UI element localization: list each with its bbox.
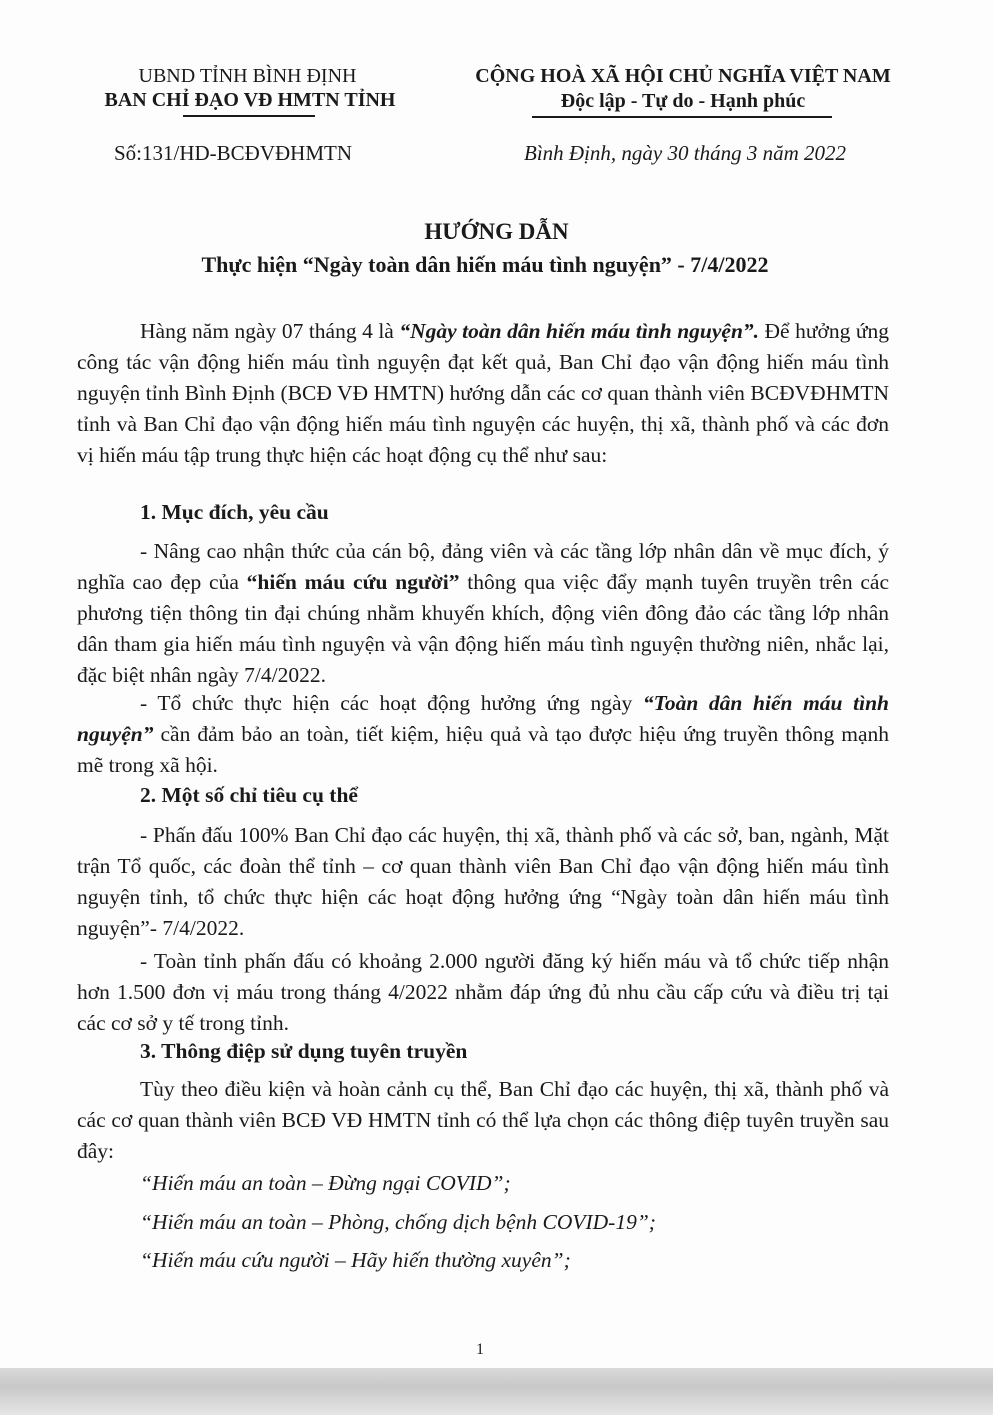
- scan-bottom-shadow: [0, 1368, 993, 1415]
- section-2-paragraph-2: - Toàn tỉnh phấn đấu có khoảng 2.000 người đăng ký hiến máu và tổ chức tiếp nhận hơn 1.500 đơn vị máu trong tháng 4/2022 nhằm đáp ứng đủ nhu cầu cấp cứu và điều trị tại các cơ sở y tế trong tỉnh.: [77, 949, 889, 1035]
- left-header-underline: [183, 115, 315, 117]
- intro-prefix: Hàng năm ngày 07 tháng 4 là: [140, 319, 400, 343]
- agency-name: UBND TỈNH BÌNH ĐỊNH: [138, 65, 357, 87]
- section-1-heading: 1. Mục đích, yêu cầu: [140, 500, 329, 524]
- document-number: Số:131/HD-BCĐVĐHMTN: [114, 141, 353, 165]
- s1p1-rest: thông qua việc đẩy mạnh tuyên truyền trên các phương tiện thông tin đại chúng nhằm khuyến khích, động viên đông đảo các tầng lớp nhân dân tham gia hiến máu tình nguyện và vận động hiến máu tình nguyện thường niên, nhắc lại, đặc biệt nhân ngày 7/4/2022.: [77, 570, 890, 687]
- section-1-paragraph-2: [77, 688, 889, 781]
- intro-emphasis: “Ngày toàn dân hiến máu tình nguyện”.: [399, 319, 760, 343]
- document-title: HƯỚNG DẪN: [424, 219, 569, 244]
- intro-rest: Để hưởng ứng công tác vận động hiến máu tình nguyện đạt kết quả, Ban Chỉ đạo vận động hiến máu tình nguyện tỉnh Bình Định (BCĐ VĐ HMTN) hướng dẫn các cơ quan thành viên BCĐVĐHMTN tỉnh và Ban Chỉ đạo vận động hiến máu tình nguyện các huyện, thị xã, thành phố và các đơn vị hiến máu tập trung thực hiện các hoạt động cụ thể như sau:: [77, 319, 890, 467]
- slogan-3: “Hiến máu cứu người – Hãy hiến thường xuyên”;: [140, 1248, 571, 1272]
- s1p1-bold: “hiến máu cứu người”: [246, 570, 460, 594]
- nation-name: CỘNG HOÀ XÃ HỘI CHỦ NGHĨA VIỆT NAM: [475, 65, 891, 87]
- s1p2-rest: cần đảm bảo an toàn, tiết kiệm, hiệu quả và tạo được hiệu ứng truyền thông mạnh mẽ trong xã hội.: [77, 722, 889, 777]
- section-1-paragraph-1: [77, 536, 889, 691]
- right-header-underline: [532, 116, 832, 118]
- slogan-2: “Hiến máu an toàn – Phòng, chống dịch bệnh COVID-19”;: [140, 1210, 656, 1234]
- committee-name: BAN CHỈ ĐẠO VĐ HMTN TỈNH: [104, 89, 396, 111]
- document-subtitle: Thực hiện “Ngày toàn dân hiến máu tình nguyện” - 7/4/2022: [201, 252, 769, 277]
- place-date: Bình Định, ngày 30 tháng 3 năm 2022: [524, 141, 846, 165]
- section-2-heading: 2. Một số chỉ tiêu cụ thể: [140, 783, 358, 807]
- s1p1-prefix: - Nâng cao nhận thức của cán bộ, đảng viên và các tầng lớp nhân dân về mục đích, ý nghĩa cao đẹp của: [77, 539, 889, 594]
- page-number: 1: [476, 1341, 484, 1358]
- section-2-paragraph-1: - Phấn đấu 100% Ban Chỉ đạo các huyện, thị xã, thành phố và các sở, ban, ngành, Mặt trận Tổ quốc, các đoàn thể tỉnh – cơ quan thành viên Ban Chỉ đạo vận động hiến máu tình nguyện tỉnh, tổ chức thực hiện các hoạt động hưởng ứng “Ngày toàn dân hiến máu tình nguyện”- 7/4/2022.: [77, 823, 889, 940]
- s1p2-emphasis: “Toàn dân hiến máu tình nguyện”: [77, 691, 890, 746]
- section-3-heading: 3. Thông điệp sử dụng tuyên truyền: [140, 1039, 468, 1063]
- slogan-1: “Hiến máu an toàn – Đừng ngại COVID”;: [140, 1171, 511, 1195]
- national-motto: Độc lập - Tự do - Hạnh phúc: [560, 90, 806, 112]
- s1p2-prefix: - Tổ chức thực hiện các hoạt động hưởng ứng ngày: [140, 691, 643, 715]
- intro-paragraph: [77, 316, 889, 471]
- section-3-paragraph-1: Tùy theo điều kiện và hoàn cảnh cụ thể, Ban Chỉ đạo các huyện, thị xã, thành phố và các cơ quan thành viên BCĐ VĐ HMTN tỉnh có thể lựa chọn các thông điệp tuyên truyền sau đây:: [77, 1077, 889, 1163]
